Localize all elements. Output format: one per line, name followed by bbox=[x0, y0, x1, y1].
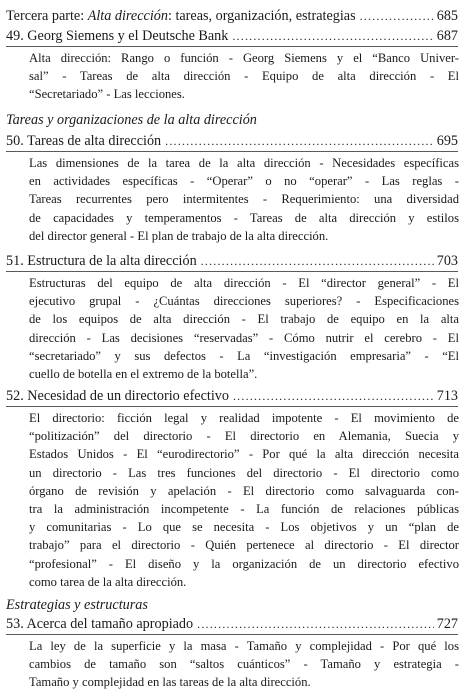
summary-line: Alta dirección: Rango o función - Georg Siemens y el “Banco Univer- bbox=[29, 51, 459, 65]
summary-line: de capacidades y temperamentos - Tareas de alta dirección y estilos bbox=[29, 210, 459, 225]
summary-line: dirección - Las decisiones “reservadas” - Cómo nutrir el cerebro - El bbox=[29, 330, 459, 345]
chapter-title: 51. Estructura de la alta dirección bbox=[6, 253, 197, 269]
summary-line: Estados Unidos - El “eurodirectorio” - Por qué la alta dirección necesita bbox=[29, 447, 459, 462]
divider bbox=[6, 46, 458, 47]
section-heading: Tareas y organizaciones de la alta dirección bbox=[6, 112, 257, 128]
chapter-summary-ch52 bbox=[29, 409, 459, 591]
page-number: 727 bbox=[436, 616, 458, 632]
summary-line: tra la administración incompetente - La función de relaciones públicas bbox=[29, 502, 459, 517]
dot-leader bbox=[201, 253, 434, 270]
divider bbox=[6, 634, 458, 635]
summary-line: como tarea de la alta dirección. bbox=[29, 574, 187, 589]
divider bbox=[6, 151, 458, 152]
page-number: 685 bbox=[436, 8, 458, 24]
page-number: 713 bbox=[436, 388, 458, 404]
chapter-title: 50. Tareas de alta dirección bbox=[6, 133, 162, 149]
divider bbox=[6, 271, 458, 272]
summary-line: en actividades específicas - “Operar” o no “operar” - Las reglas - bbox=[29, 174, 459, 189]
summary-line: Tamaño y complejidad en las tareas de la alta dirección. bbox=[29, 675, 311, 690]
chapter-title: 52. Necesidad de un directorio efectivo bbox=[6, 388, 229, 404]
toc-entry-ch51 bbox=[6, 253, 458, 270]
toc-entry-ch49 bbox=[6, 28, 458, 45]
summary-line: trabajo” para el directorio - Quién pertenece al directorio - El director bbox=[29, 538, 459, 553]
summary-line: “Secretariado” - Las lecciones. bbox=[29, 87, 185, 102]
summary-line: cuello de botella en el extremo de la botella”. bbox=[29, 367, 258, 382]
part3-label: Tercera parte: bbox=[6, 8, 88, 24]
chapter-title: 53. Acerca del tamaño apropiado bbox=[6, 616, 194, 632]
toc-entry-part3 bbox=[6, 8, 458, 25]
part3-label-rest: : tareas, organización, estrategias bbox=[167, 8, 356, 24]
chapter-summary-ch50 bbox=[29, 154, 459, 245]
part3-title bbox=[6, 8, 356, 25]
dot-leader bbox=[197, 616, 434, 633]
summary-line: ejecutivo grupal - ¿Cuántas direcciones superiores? - Especificaciones bbox=[29, 294, 459, 309]
toc-entry-ch53 bbox=[6, 616, 458, 633]
summary-line: del director general - El plan de trabajo de la alta dirección. bbox=[29, 228, 329, 243]
summary-line: La ley de la superficie y la masa - Tamaño y complejidad - Por qué los bbox=[29, 639, 459, 653]
dot-leader bbox=[360, 8, 434, 25]
summary-line: El directorio: ficción legal y realidad impotente - El movimiento de bbox=[29, 411, 459, 425]
summary-line: de los equipos de alta dirección - El trabajo de equipo en la alta bbox=[29, 312, 459, 327]
summary-line: y comunitarias - Lo que se necesita - Los objetivos y un “plan de bbox=[29, 520, 459, 535]
section-heading: Estrategias y estructuras bbox=[6, 597, 148, 613]
dot-leader bbox=[232, 28, 433, 45]
summary-line: cambios de tamaño son “saltos cuánticos” - Tamaño y estrategia - bbox=[29, 657, 459, 672]
summary-line: Las dimensiones de la tarea de la alta dirección - Necesidades específicas bbox=[29, 156, 459, 170]
divider bbox=[6, 406, 458, 407]
toc-entry-ch52 bbox=[6, 388, 458, 405]
summary-line: órgano de revisión y apelación - El directorio como salvaguarda con- bbox=[29, 483, 459, 498]
part3-label-italic: Alta dirección bbox=[87, 8, 168, 24]
summary-line: “secretariado” y sus defectos - La “investigación empresaria” - “El bbox=[29, 348, 459, 363]
summary-line: Tareas recurrentes pero intermitentes - Requerimiento: una diversidad bbox=[29, 192, 459, 207]
chapter-summary-ch53 bbox=[29, 637, 459, 692]
toc-entry-ch50 bbox=[6, 133, 458, 150]
dot-leader bbox=[233, 388, 434, 405]
chapter-title: 49. Georg Siemens y el Deutsche Bank bbox=[6, 28, 229, 44]
summary-line: un directorio - Las tres funciones del directorio - El directorio como bbox=[29, 465, 459, 480]
page-number: 703 bbox=[436, 253, 458, 269]
summary-line: “politización” del directorio - El directorio en Alemania, Suecia y bbox=[29, 429, 459, 444]
summary-line: sal” - Tareas de alta dirección - Equipo de alta dirección - El bbox=[29, 69, 459, 84]
chapter-summary-ch49 bbox=[29, 49, 459, 104]
dot-leader bbox=[165, 133, 434, 150]
summary-line: “profesional” - El diseño y la organización de un directorio efectivo bbox=[29, 556, 459, 571]
page-number: 687 bbox=[436, 28, 458, 44]
summary-line: Estructuras del equipo de alta dirección - El “director general” - El bbox=[29, 276, 459, 290]
chapter-summary-ch51 bbox=[29, 274, 459, 383]
page-number: 695 bbox=[436, 133, 458, 149]
